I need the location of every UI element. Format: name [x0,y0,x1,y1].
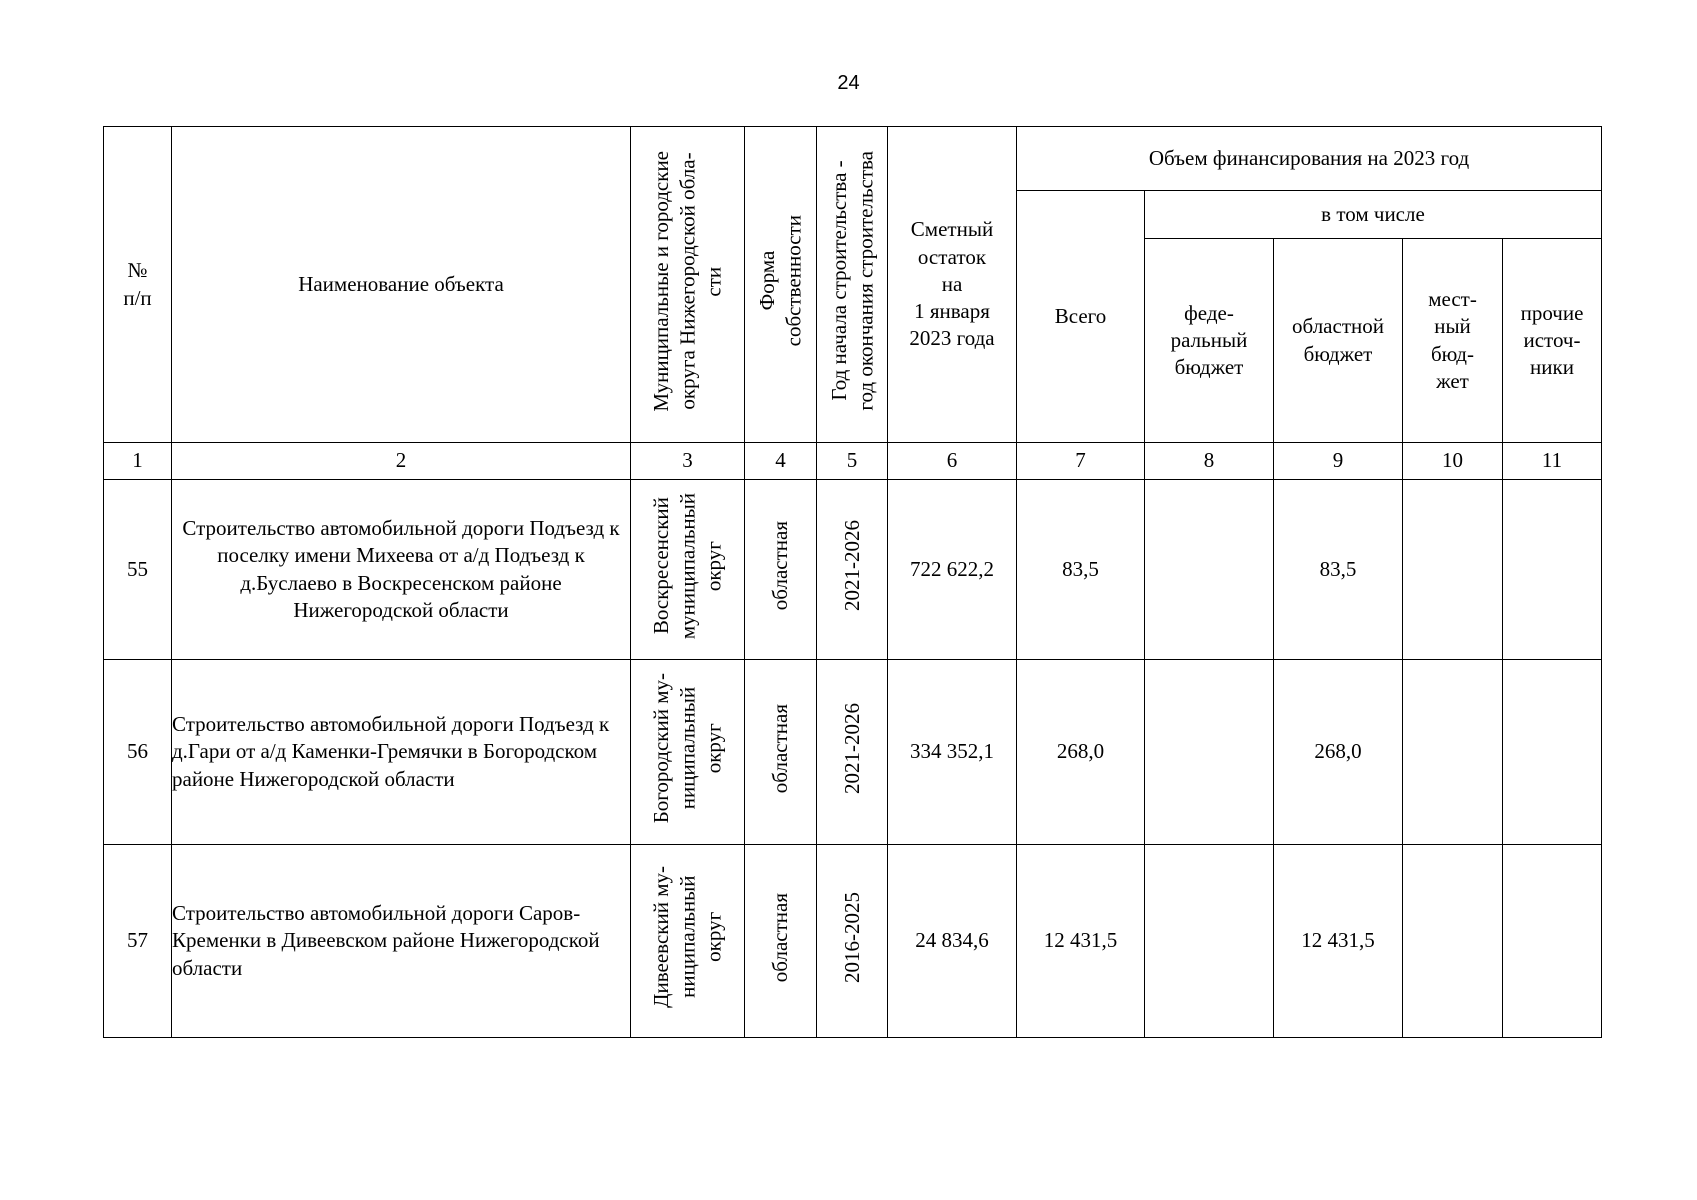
other [1503,660,1602,845]
ownership: областная [745,660,817,845]
ownership: областная [745,480,817,660]
column-number: 1 [104,443,172,480]
header-ownership: Форма собственности [745,127,817,443]
column-number: 4 [745,443,817,480]
municipality: Богородский му- ниципальный округ [631,660,745,845]
balance: 334 352,1 [888,660,1017,845]
column-number: 9 [1274,443,1403,480]
local [1403,845,1503,1038]
column-number: 7 [1017,443,1145,480]
balance: 24 834,6 [888,845,1017,1038]
balance: 722 622,2 [888,480,1017,660]
column-number: 2 [172,443,631,480]
years: 2021-2026 [817,480,888,660]
header-local: мест- ный бюд- жет [1403,239,1503,443]
local [1403,660,1503,845]
table-row [104,845,1602,1038]
years: 2021-2026 [817,660,888,845]
total: 83,5 [1017,480,1145,660]
header-municipality: Муниципальные и городские округа Нижегородской обла- сти [631,127,745,443]
header-funding-group: Объем финансирования на 2023 год [1017,127,1602,191]
column-number: 11 [1503,443,1602,480]
object-name: Строительство автомобильной дороги Саров-Кременки в Дивеевском районе Нижегородской области [172,845,631,1038]
column-number: 8 [1145,443,1274,480]
row-number: 56 [104,660,172,845]
federal [1145,480,1274,660]
other [1503,845,1602,1038]
header-years: Год начала строительства - год окончания строительства [817,127,888,443]
header-including: в том числе [1145,191,1602,239]
object-name: Строительство автомобильной дороги Подъезд к поселку имени Михеева от а/д Подъезд к д.Буслаево в Воскресенском районе Нижегородской области [172,480,631,660]
column-number: 5 [817,443,888,480]
total: 12 431,5 [1017,845,1145,1038]
financing-table [103,126,1602,1038]
header-federal: феде- ральный бюджет [1145,239,1274,443]
header-balance: Сметный остаток на 1 января 2023 года [888,127,1017,443]
ownership: областная [745,845,817,1038]
total: 268,0 [1017,660,1145,845]
header-other: прочие источ- ники [1503,239,1602,443]
row-number: 55 [104,480,172,660]
federal [1145,660,1274,845]
regional: 12 431,5 [1274,845,1403,1038]
row-number: 57 [104,845,172,1038]
municipality: Воскресенский муниципальный округ [631,480,745,660]
object-name: Строительство автомобильной дороги Подъезд к д.Гари от а/д Каменки-Гремячки в Богородском районе Нижегородской области [172,660,631,845]
header-name: Наименование объекта [172,127,631,443]
header-number: № п/п [104,127,172,443]
local [1403,480,1503,660]
column-number: 10 [1403,443,1503,480]
header-total: Всего [1017,191,1145,443]
header-regional: областной бюджет [1274,239,1403,443]
table-row [104,660,1602,845]
years: 2016-2025 [817,845,888,1038]
column-number: 3 [631,443,745,480]
page-number: 24 [837,72,860,94]
municipality: Дивеевский му- ниципальный округ [631,845,745,1038]
table-row [104,480,1602,660]
column-number: 6 [888,443,1017,480]
other [1503,480,1602,660]
regional: 268,0 [1274,660,1403,845]
regional: 83,5 [1274,480,1403,660]
federal [1145,845,1274,1038]
column-number-row [104,443,1602,480]
